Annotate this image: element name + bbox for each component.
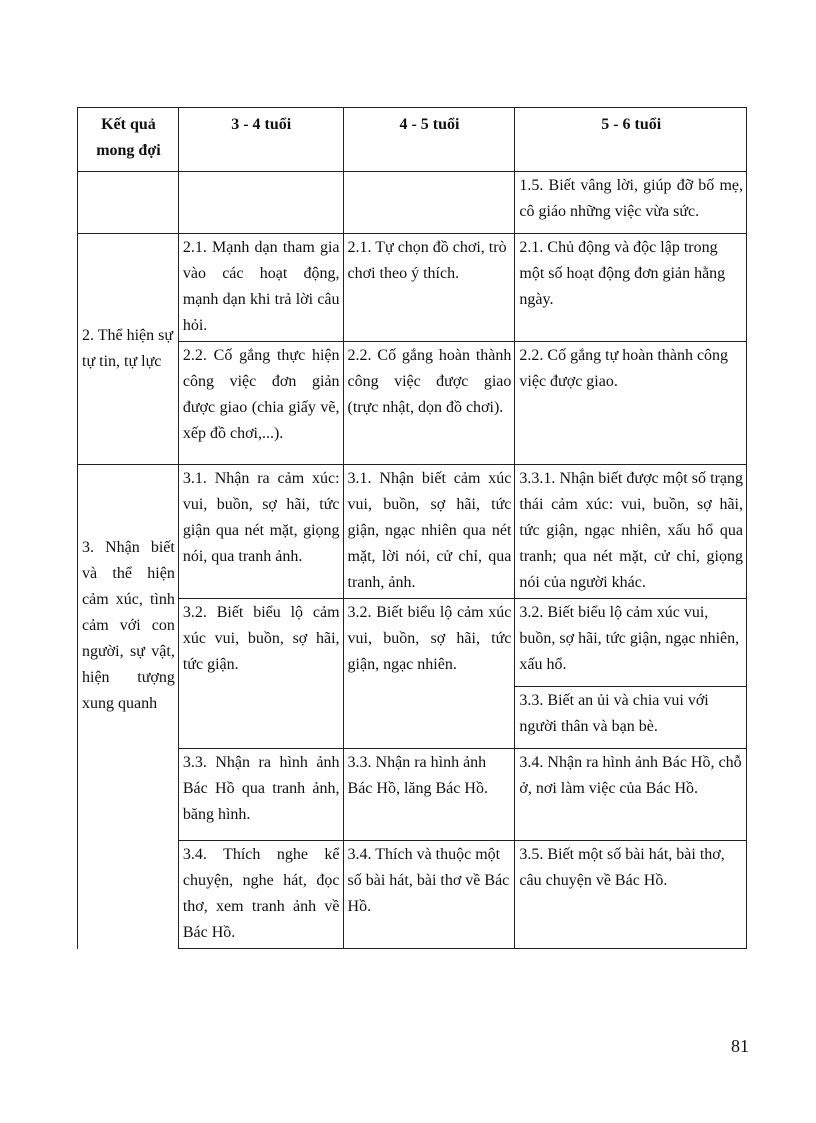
- table-row: [78, 841, 747, 949]
- table-row: [78, 172, 747, 234]
- header-expected-results: Kết quả mong đợi: [78, 108, 179, 172]
- table-row: [78, 749, 747, 841]
- page-number: 81: [731, 1036, 749, 1056]
- table-row: [78, 342, 747, 465]
- cell-2-2-age-4-5: 2.2. Cố gắng hoàn thành công việc được giao (trực nhật, dọn đồ chơi).: [343, 342, 515, 465]
- cell-3-2-age-3-4: 3.2. Biết biểu lộ cảm xúc vui, buồn, sợ hãi, tức giận.: [178, 599, 343, 749]
- empty-cell: [343, 172, 515, 234]
- cell-1-5-age-5-6: 1.5. Biết vâng lời, giúp đỡ bố mẹ, cô giáo những việc vừa sức.: [515, 172, 747, 234]
- cell-bac-ho-image-age-5-6: 3.4. Nhận ra hình ảnh Bác Hồ, chỗ ở, nơi làm việc của Bác Hồ.: [515, 749, 747, 841]
- cell-2-2-age-3-4: 2.2. Cố gắng thực hiện công việc đơn giản được giao (chia giấy vẽ, xếp đồ chơi,...).: [178, 342, 343, 465]
- table-row: [78, 599, 747, 687]
- header-age-4-5: 4 - 5 tuổi: [343, 108, 515, 172]
- table-row: [78, 465, 747, 599]
- cell-3-2-age-5-6: 3.2. Biết biểu lộ cảm xúc vui, buồn, sợ hãi, tức giận, ngạc nhiên, xấu hổ.: [515, 599, 747, 687]
- group-title-self-confidence: 2. Thể hiện sự tự tin, tự lực: [78, 234, 179, 465]
- cell-bac-ho-stories-age-5-6: 3.5. Biết một số bài hát, bài thơ, câu chuyện về Bác Hồ.: [515, 841, 747, 949]
- cell-2-1-age-3-4: 2.1. Mạnh dạn tham gia vào các hoạt động, mạnh dạn khi trả lời câu hỏi.: [178, 234, 343, 342]
- cell-bac-ho-image-age-4-5: 3.3. Nhận ra hình ảnh Bác Hồ, lăng Bác Hồ.: [343, 749, 515, 841]
- cell-3-1-age-5-6: 3.3.1. Nhận biết được một số trạng thái cảm xúc: vui, buồn, sợ hãi, tức giận, ngạc nhiên, xấu hổ qua tranh; qua nét mặt, cử chỉ, giọng nói của người khác.: [515, 465, 747, 599]
- cell-2-1-age-4-5: 2.1. Tự chọn đồ chơi, trò chơi theo ý thích.: [343, 234, 515, 342]
- cell-bac-ho-image-age-3-4: 3.3. Nhận ra hình ảnh Bác Hồ qua tranh ảnh, băng hình.: [178, 749, 343, 841]
- cell-3-3-age-5-6: 3.3. Biết an ủi và chia vui với người thân và bạn bè.: [515, 687, 747, 749]
- cell-2-2-age-5-6: 2.2. Cố gắng tự hoàn thành công việc được giao.: [515, 342, 747, 465]
- empty-cell: [178, 172, 343, 234]
- header-age-3-4: 3 - 4 tuổi: [178, 108, 343, 172]
- expected-outcomes-table: [77, 107, 747, 949]
- empty-cell: [78, 172, 179, 234]
- table-row: [78, 234, 747, 342]
- cell-3-1-age-4-5: 3.1. Nhận biết cảm xúc vui, buồn, sợ hãi, tức giận, ngạc nhiên qua nét mặt, lời nói, cử chỉ, qua tranh, ảnh.: [343, 465, 515, 599]
- cell-3-1-age-3-4: 3.1. Nhận ra cảm xúc: vui, buồn, sợ hãi, tức giận qua nét mặt, giọng nói, qua tranh ảnh.: [178, 465, 343, 599]
- header-age-5-6: 5 - 6 tuổi: [515, 108, 747, 172]
- cell-bac-ho-stories-age-4-5: 3.4. Thích và thuộc một số bài hát, bài thơ về Bác Hồ.: [343, 841, 515, 949]
- cell-bac-ho-stories-age-3-4: 3.4. Thích nghe kể chuyện, nghe hát, đọc thơ, xem tranh ảnh về Bác Hồ.: [178, 841, 343, 949]
- group-title-emotions: 3. Nhận biết và thể hiện cảm xúc, tình cảm với con người, sự vật, hiện tượng xung quanh: [78, 465, 179, 949]
- cell-3-2-age-4-5: 3.2. Biết biểu lộ cảm xúc vui, buồn, sợ hãi, tức giận, ngạc nhiên.: [343, 599, 515, 749]
- cell-2-1-age-5-6: 2.1. Chủ động và độc lập trong một số hoạt động đơn giản hằng ngày.: [515, 234, 747, 342]
- table-header-row: [78, 108, 747, 172]
